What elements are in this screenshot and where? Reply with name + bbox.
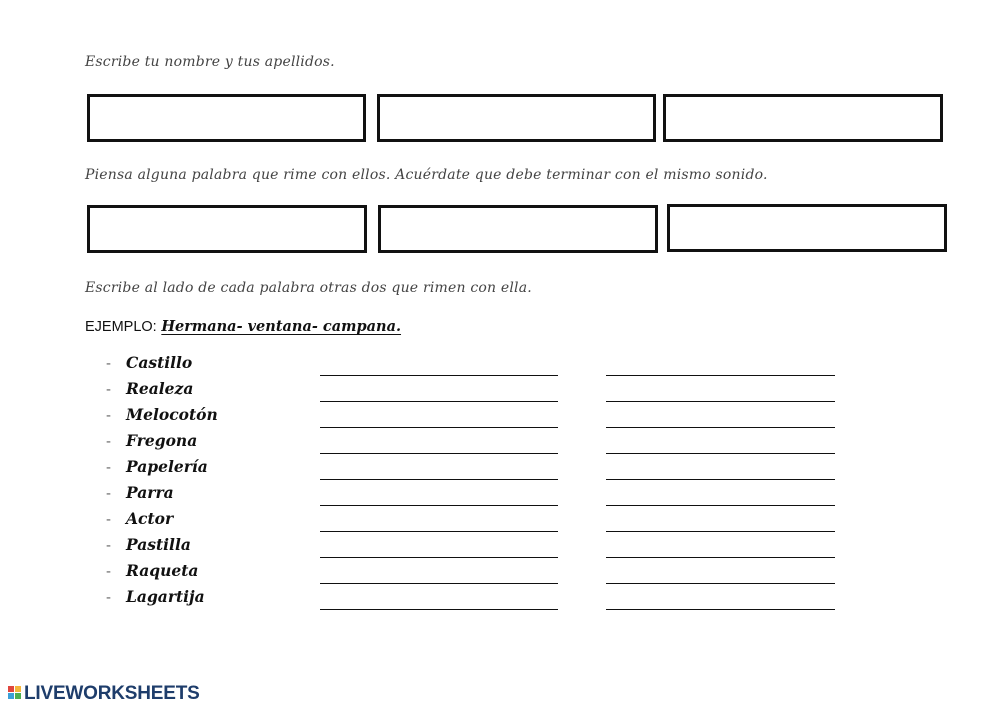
answer-line-2[interactable] (606, 493, 835, 506)
answer-input-1[interactable] (320, 369, 558, 381)
answer-line-1[interactable] (320, 389, 558, 402)
rhyme-box-3[interactable] (667, 204, 947, 252)
bullet-dash: - (106, 407, 111, 424)
word-label: Raqueta (126, 561, 199, 580)
logo-text: LIVEWORKSHEETS (24, 683, 200, 704)
instruction-names: Escribe tu nombre y tus apellidos. (85, 54, 335, 70)
answer-input-2[interactable] (606, 395, 835, 407)
second-surname-input[interactable] (666, 97, 940, 139)
answer-line-1[interactable] (320, 519, 558, 532)
answer-line-2[interactable] (606, 415, 835, 428)
answer-line-1[interactable] (320, 415, 558, 428)
word-row (106, 485, 846, 505)
answer-line-2[interactable] (606, 467, 835, 480)
bullet-dash: - (106, 355, 111, 372)
answer-input-2[interactable] (606, 603, 835, 615)
bullet-dash: - (106, 459, 111, 476)
answer-input-2[interactable] (606, 499, 835, 511)
answer-input-1[interactable] (320, 447, 558, 459)
bullet-dash: - (106, 485, 111, 502)
rhyme-name-input[interactable] (90, 208, 364, 250)
answer-line-1[interactable] (320, 363, 558, 376)
answer-line-2[interactable] (606, 571, 835, 584)
answer-input-2[interactable] (606, 525, 835, 537)
word-label: Melocotón (126, 405, 218, 424)
instruction-two-rhymes: Escribe al lado de cada palabra otras dos que rimen con ella. (85, 280, 532, 296)
example-label: EJEMPLO: (85, 319, 157, 335)
bullet-dash: - (106, 537, 111, 554)
answer-line-2[interactable] (606, 441, 835, 454)
answer-input-1[interactable] (320, 395, 558, 407)
bullet-dash: - (106, 381, 111, 398)
word-row (106, 589, 846, 609)
word-label: Papelería (126, 457, 208, 476)
word-row (106, 511, 846, 531)
example-text: Hermana- ventana- campana. (161, 318, 402, 335)
rhyme-box-2[interactable] (378, 205, 658, 253)
word-row (106, 433, 846, 453)
word-row (106, 407, 846, 427)
answer-input-2[interactable] (606, 369, 835, 381)
rhyme-surname-1-input[interactable] (381, 208, 655, 250)
answer-line-1[interactable] (320, 545, 558, 558)
answer-input-2[interactable] (606, 421, 835, 433)
rhyme-box-1[interactable] (87, 205, 367, 253)
liveworksheets-logo-icon (8, 686, 22, 702)
word-label: Realeza (126, 379, 194, 398)
surname-box-1[interactable] (377, 94, 656, 142)
bullet-dash: - (106, 433, 111, 450)
answer-input-2[interactable] (606, 447, 835, 459)
word-label: Fregona (126, 431, 198, 450)
word-label: Castillo (126, 353, 193, 372)
answer-input-2[interactable] (606, 473, 835, 485)
word-label: Pastilla (126, 535, 191, 554)
word-row (106, 355, 846, 375)
answer-input-1[interactable] (320, 473, 558, 485)
word-row (106, 381, 846, 401)
word-label: Parra (126, 483, 174, 502)
answer-input-2[interactable] (606, 577, 835, 589)
answer-input-2[interactable] (606, 551, 835, 563)
name-input[interactable] (90, 97, 363, 139)
word-label: Lagartija (126, 587, 205, 606)
answer-input-1[interactable] (320, 603, 558, 615)
name-box-1[interactable] (87, 94, 366, 142)
bullet-dash: - (106, 511, 111, 528)
first-surname-input[interactable] (380, 97, 653, 139)
answer-input-1[interactable] (320, 421, 558, 433)
answer-input-1[interactable] (320, 525, 558, 537)
rhyme-surname-2-input[interactable] (670, 207, 944, 249)
answer-line-1[interactable] (320, 441, 558, 454)
answer-input-1[interactable] (320, 551, 558, 563)
word-row (106, 537, 846, 557)
liveworksheets-logo (8, 684, 200, 704)
answer-line-1[interactable] (320, 467, 558, 480)
answer-line-1[interactable] (320, 571, 558, 584)
word-label: Actor (126, 509, 174, 528)
example-line (85, 318, 401, 335)
word-row (106, 459, 846, 479)
bullet-dash: - (106, 563, 111, 580)
word-row (106, 563, 846, 583)
answer-line-2[interactable] (606, 597, 835, 610)
answer-line-1[interactable] (320, 597, 558, 610)
answer-line-1[interactable] (320, 493, 558, 506)
answer-line-2[interactable] (606, 389, 835, 402)
answer-line-2[interactable] (606, 519, 835, 532)
answer-input-1[interactable] (320, 499, 558, 511)
bullet-dash: - (106, 589, 111, 606)
answer-line-2[interactable] (606, 545, 835, 558)
instruction-rhymes: Piensa alguna palabra que rime con ellos. Acuérdate que debe terminar con el mismo sonido. (85, 167, 768, 183)
answer-line-2[interactable] (606, 363, 835, 376)
surname-box-2[interactable] (663, 94, 943, 142)
answer-input-1[interactable] (320, 577, 558, 589)
